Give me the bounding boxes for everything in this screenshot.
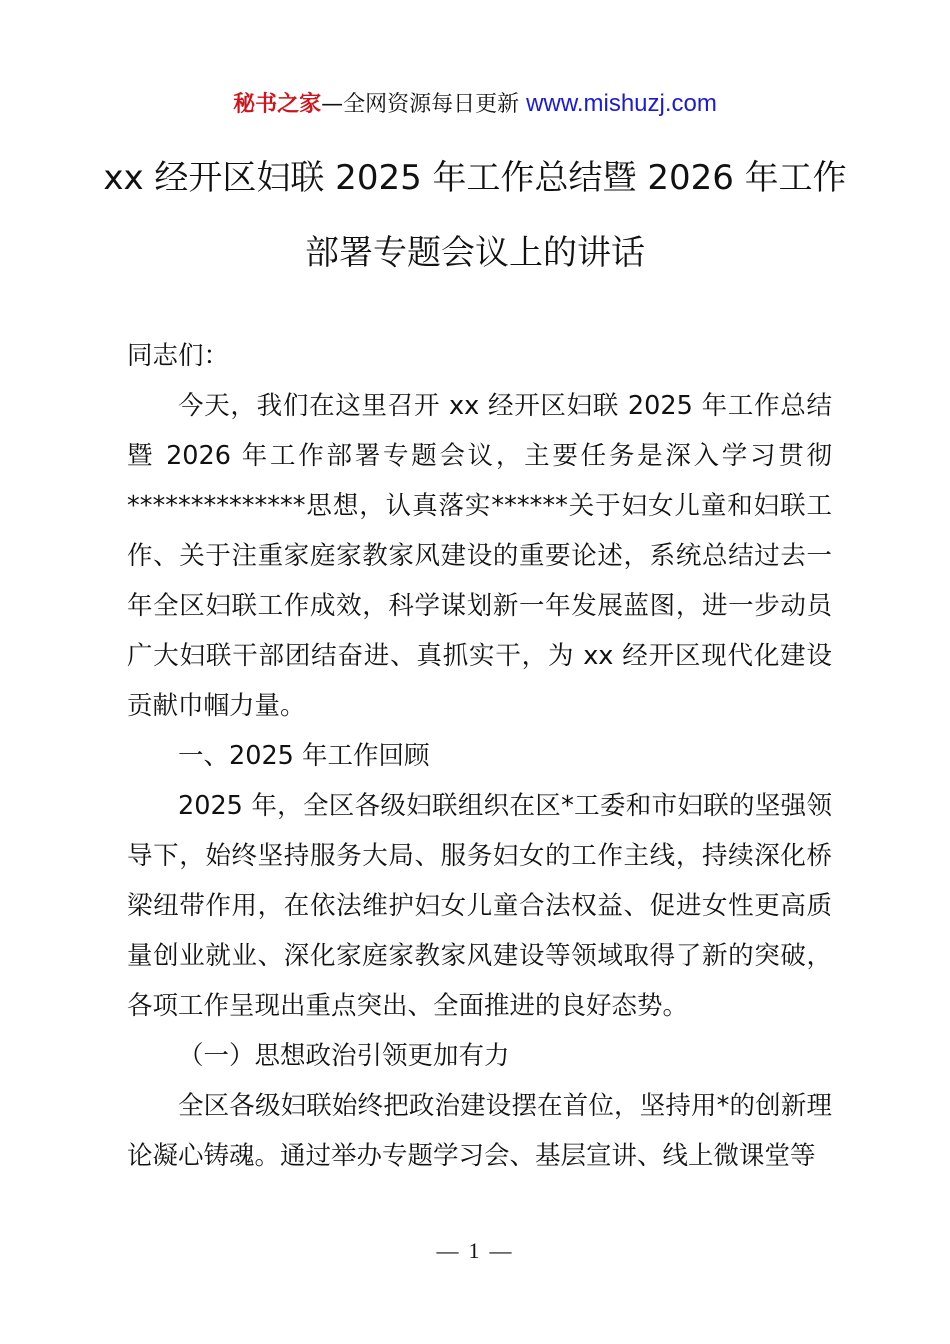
document-title-line-2: 部署专题会议上的讲话: [305, 233, 645, 273]
document-title-line-1: xx 经开区妇联 2025 年工作总结暨 2026 年工作: [103, 158, 847, 198]
page-number: 1: [468, 1238, 482, 1263]
site-header: [0, 86, 950, 123]
site-brand: 秘书之家: [233, 92, 322, 117]
paragraph-intro: 今天，我们在这里召开 xx 经开区妇联 2025 年工作总结暨 2026 年工作部署专题会议，主要任务是深入学习贯彻**************思想，认真落实******关于妇女儿童和妇联工作、关于注重家庭家教家风建设的重要论述，系统总结过去一年全区妇联工作成效，科学谋划新一年发展蓝图，进一步动员广大妇联干部团结奋进、真抓实干，为 xx 经开区现代化建设贡献巾帼力量。: [127, 391, 832, 721]
document-body: [127, 331, 832, 1181]
site-tagline: —全网资源每日更新: [321, 92, 527, 117]
subsection-heading-ideology: （一）思想政治引领更加有力: [178, 1041, 510, 1071]
paragraph-ideology: 全区各级妇联始终把政治建设摆在首位，坚持用*的创新理论凝心铸魂。通过举办专题学习会、基层宣讲、线上微课堂等: [127, 1091, 832, 1171]
site-url-link[interactable]: www.mishuzj.com: [526, 90, 717, 117]
page-dash-right: —: [489, 1238, 514, 1263]
paragraph-review: 2025 年，全区各级妇联组织在区*工委和市妇联的坚强领导下，始终坚持服务大局、服务妇女的工作主线，持续深化桥梁纽带作用，在依法维护妇女儿童合法权益、促进女性更高质量创业就业、深化家庭家教家风建设等领域取得了新的突破，各项工作呈现出重点突出、全面推进的良好态势。: [127, 791, 832, 1021]
page-number-footer: [0, 1238, 950, 1264]
section-heading-review: 一、2025 年工作回顾: [178, 741, 430, 771]
greeting: 同志们：: [127, 341, 230, 371]
page-dash-left: —: [436, 1238, 461, 1263]
